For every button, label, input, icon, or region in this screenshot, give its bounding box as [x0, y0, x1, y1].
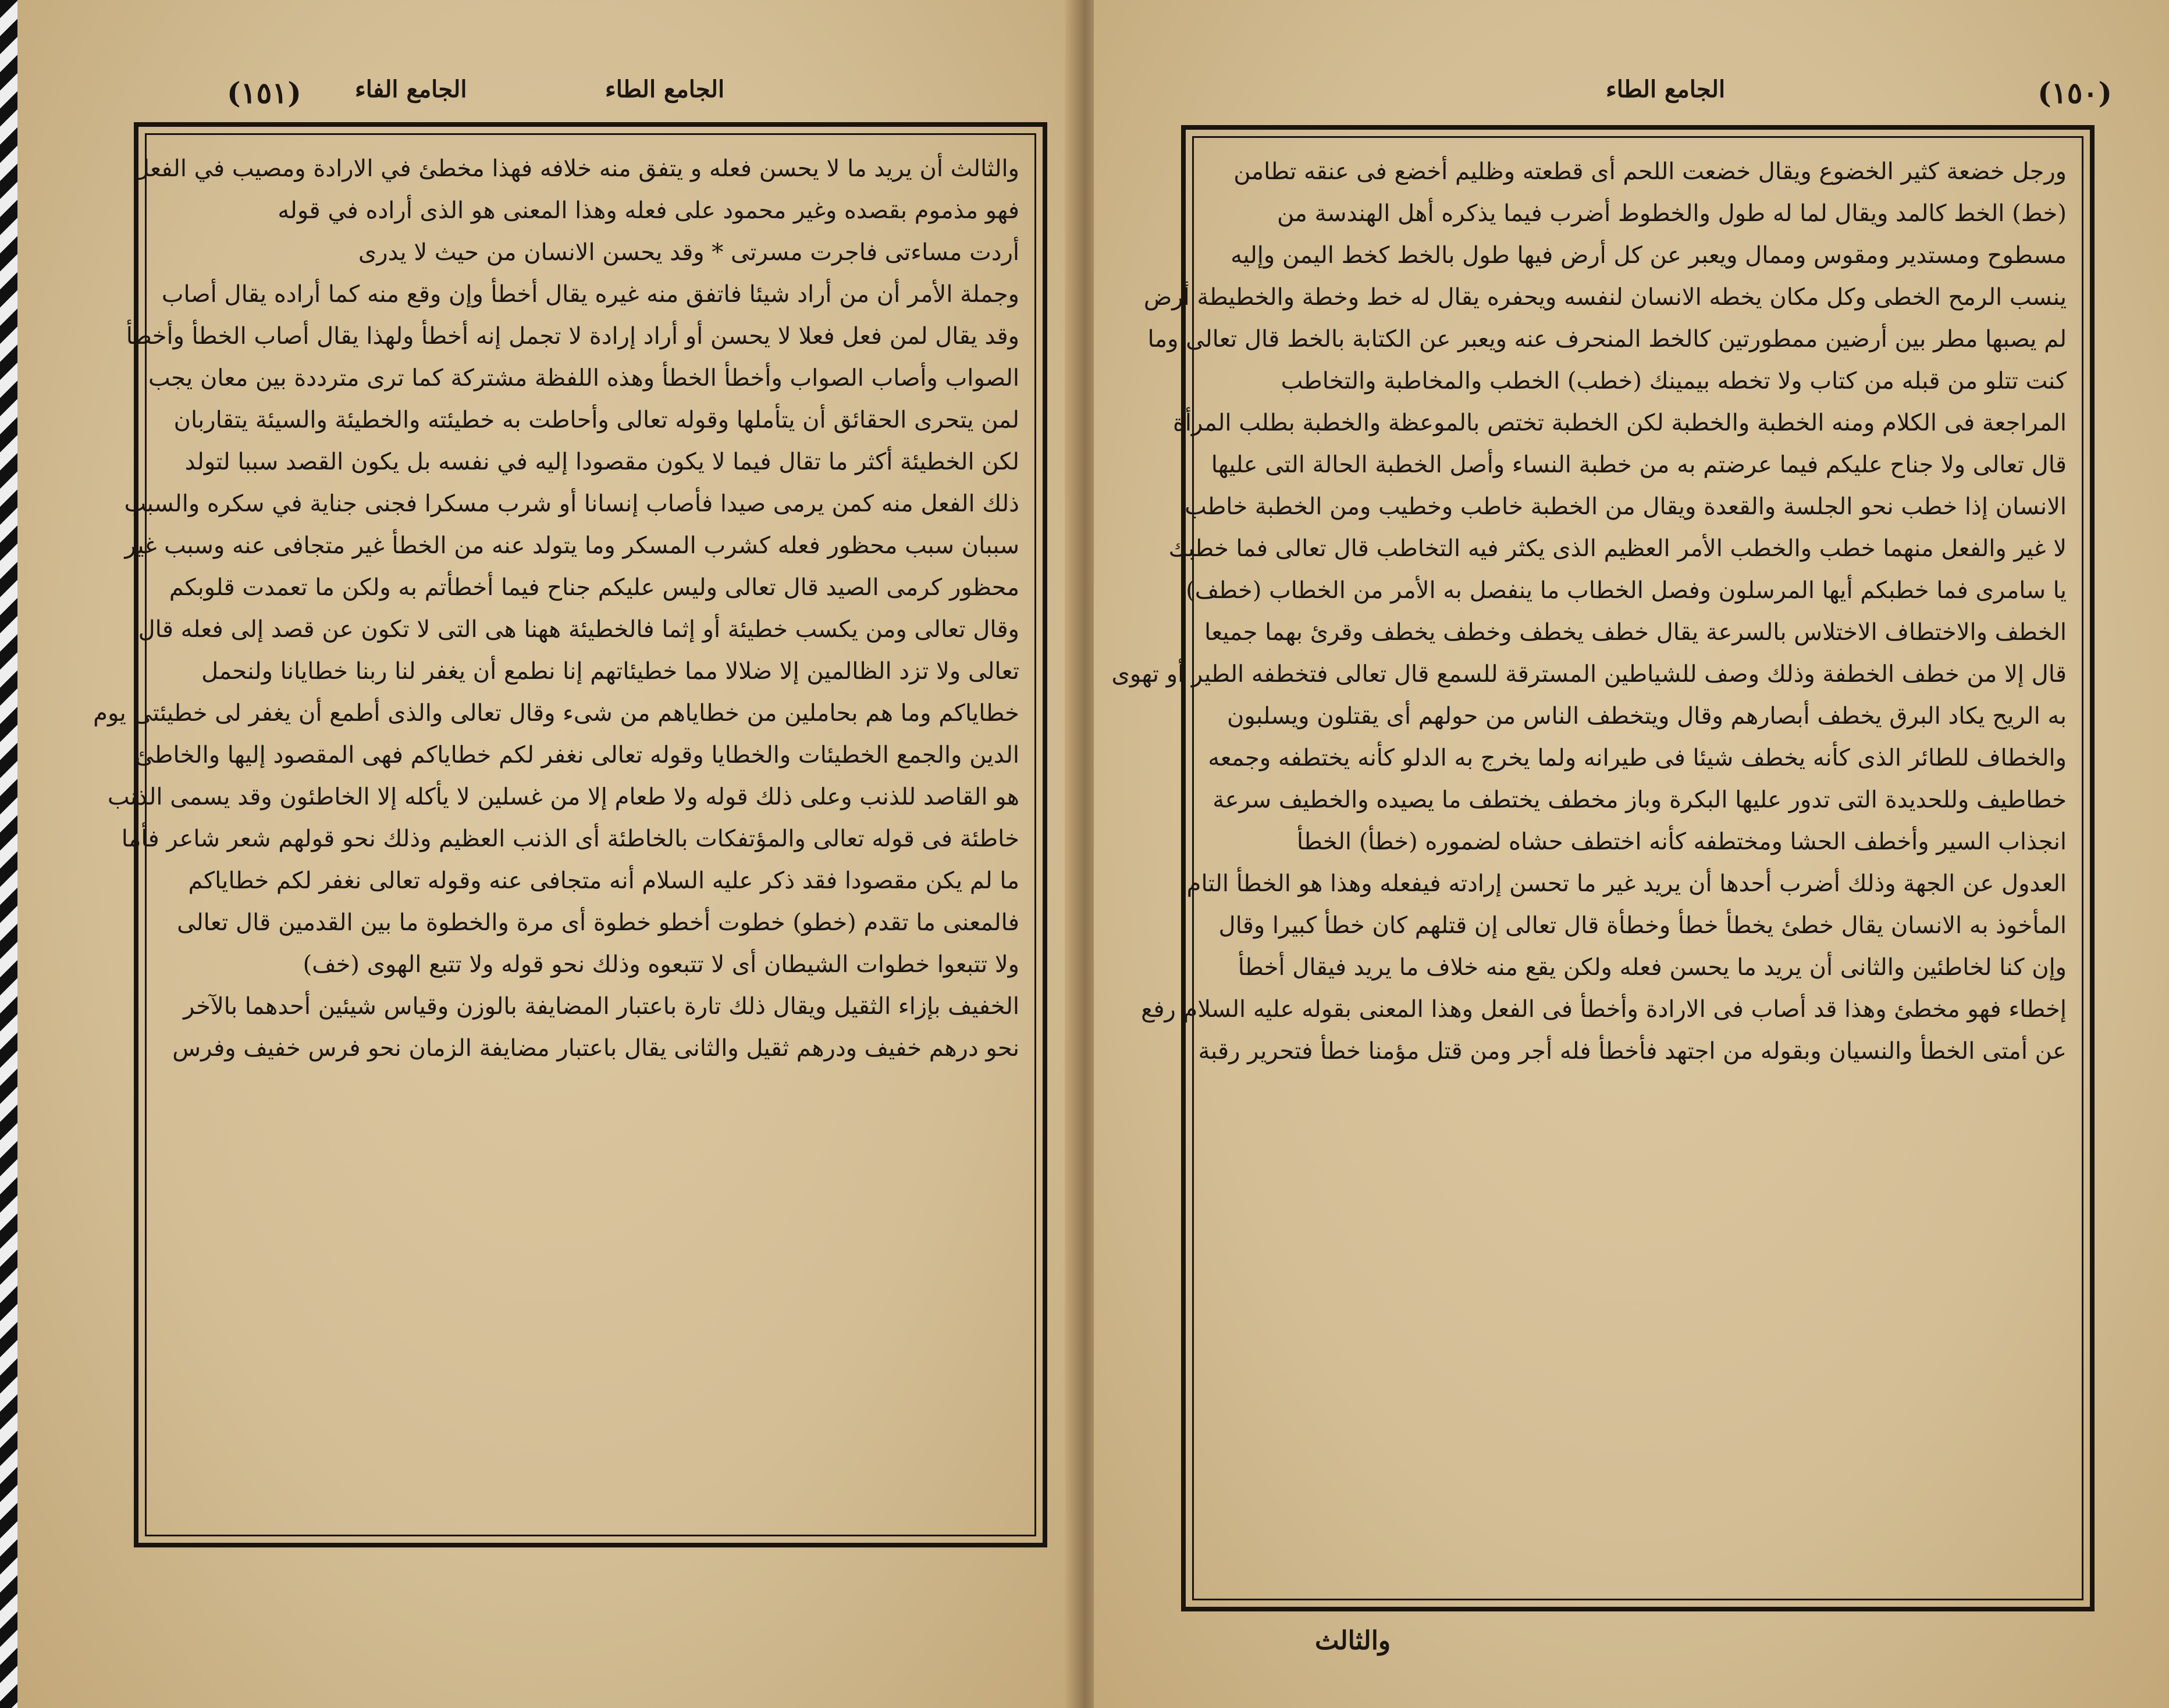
- text-line: فالمعنى ما تقدم (خطو) خطوت أخطو خطوة أى مرة والخطوة ما بين القدمين قال تعالى: [177, 909, 1019, 936]
- right-text-block: [1111, 151, 2067, 1589]
- left-text-block: [93, 148, 1019, 1525]
- text-line: لم يصبها مطر بين أرضين ممطورتين كالخط المنحرف عنه ويعبر عن الكتابة بالخط قال تعالى وما: [1147, 326, 2067, 353]
- left-page: [17, 0, 1076, 1708]
- text-line: والخطاف للطائر الذى كأنه يخطف شيئا فى طيرانه ولما يخرج به الدلو كأنه يختطفه وجمعه: [1208, 745, 2067, 771]
- text-line: الدين والجمع الخطيئات والخطايا وقوله تعالى نغفر لكم خطاياكم فهى المقصود إليها والخاطئ: [135, 742, 1019, 768]
- text-line: خاطئة فى قوله تعالى والمؤتفكات بالخاطئة أى الذنب العظيم وذلك نحو قولهم شعر شاعر فأما: [121, 825, 1019, 852]
- text-line: خطاياكم وما هم بحاملين من خطاياهم من شىء وقال تعالى والذى أطمع أن يغفر لى خطيئتى يوم: [93, 700, 1019, 727]
- right-running-head-main: الجامع الطاء: [1606, 76, 1726, 103]
- text-line: أردت مساءتى فاجرت مسرتى * وقد يحسن الانسان من حيث لا يدرى: [358, 239, 1019, 266]
- right-text-frame: [1111, 125, 2095, 1611]
- text-line: عن أمتى الخطأ والنسيان وبقوله من اجتهد فأخطأ فله أجر ومن قتل مؤمنا خطأ فتحرير رقبة: [1198, 1038, 2067, 1065]
- text-line: هو القاصد للذنب وعلى ذلك قوله ولا طعام إلا من غسلين لا يأكله إلا الخاطئون وقد يسمى الذنب: [107, 784, 1019, 810]
- text-line: قال إلا من خطف الخطفة وذلك وصف للشياطين المسترقة للسمع قال تعالى فتخطفه الطير أو تهوى: [1111, 661, 2067, 688]
- text-line: محظور كرمى الصيد قال تعالى وليس عليكم جناح فيما أخطأتم به ولكن ما تعمدت قلوبكم: [169, 574, 1019, 601]
- text-line: المأخوذ به الانسان يقال خطئ يخطأ خطأ وخطأة قال تعالى إن قتلهم كان خطأ كبيرا وقال: [1218, 912, 2067, 939]
- text-line: وقال تعالى ومن يكسب خطيئة أو إثما فالخطيئة ههنا هى التى لا تكون عن قصد إلى فعله قال: [138, 616, 1019, 643]
- text-line: المراجعة فى الكلام ومنه الخطبة والخطبة لكن الخطبة تختص بالموعظة والخطبة بطلب المرأة: [1172, 410, 2067, 436]
- text-line: تعالى ولا تزد الظالمين إلا ضلالا مما خطيئاتهم إنا نطمع أن يغفر لنا ربنا خطايانا ولنحمل: [201, 658, 1019, 685]
- text-line: وقد يقال لمن فعل فعلا لا يحسن أو أراد إرادة لا تجمل إنه أخطأ ولهذا يقال أصاب الخطأ وأخطأ: [126, 323, 1019, 350]
- text-line: إخطاء فهو مخطئ وهذا قد أصاب فى الارادة وأخطأ فى الفعل وهذا المعنى بقوله عليه السلام رفع: [1141, 996, 2067, 1023]
- text-line: ولا تتبعوا خطوات الشيطان أى لا تتبعوه وذلك نحو قوله ولا تتبع الهوى (خف): [303, 951, 1019, 978]
- text-line: ورجل خضعة كثير الخضوع ويقال خضعت اللحم أى قطعته وظليم أخضع فى عنقه تطامن: [1233, 158, 2067, 185]
- text-line: لا غير والفعل منهما خطب والخطب الأمر العظيم الذى يكثر فيه التخاطب قال تعالى فما خطبك: [1168, 535, 2067, 562]
- text-line: انجذاب السير وأخطف الحشا ومختطفه كأنه اختطف حشاه لضموره (خطأ) الخطأ: [1296, 828, 2067, 855]
- text-line: مسطوح ومستدير ومقوس وممال ويعبر عن كل أرض فيها طول بالخط كخط اليمن وإليه: [1231, 242, 2067, 269]
- open-book: [17, 0, 2169, 1708]
- catchword: والثالث: [1315, 1626, 1391, 1656]
- left-running-head-sub: الجامع الفاء: [355, 76, 467, 103]
- text-line: خطاطيف وللحديدة التى تدور عليها البكرة وباز مخطف يختطف ما يصيده والخطيف سرعة: [1212, 787, 2067, 813]
- text-line: به الريح يكاد البرق يخطف أبصارهم وقال ويتخطف الناس من حولهم أى يقتلون ويسلبون: [1227, 703, 2067, 730]
- text-line: الخطف والاختطاف الاختلاس بالسرعة يقال خطف يخطف وخطف يخطف وقرئ بهما جميعا: [1204, 619, 2067, 646]
- text-line: قال تعالى ولا جناح عليكم فيما عرضتم به من خطبة النساء وأصل الخطبة الحالة التى عليها: [1211, 451, 2067, 478]
- text-line: ينسب الرمح الخطى وكل مكان يخطه الانسان لنفسه ويحفره يقال له خط وخطة والخطيطة أرض: [1143, 284, 2067, 311]
- text-line: لمن يتحرى الحقائق أن يتأملها وقوله تعالى وأحاطت به خطيئته والخطيئة والسيئة يتقاربان: [173, 407, 1019, 433]
- left-running-head-main: الجامع الطاء: [605, 76, 725, 103]
- text-line: والثالث أن يريد ما لا يحسن فعله و يتفق منه خلافه فهذا مخطئ في الارادة ومصيب في الفعل: [132, 155, 1019, 182]
- right-page-number: (١٥٠): [2038, 76, 2112, 110]
- text-line: فهو مذموم بقصده وغير محمود على فعله وهذا المعنى هو الذى أراده في قوله: [278, 197, 1019, 224]
- text-line: الصواب وأصاب الصواب وأخطأ الخطأ وهذه اللفظة مشتركة كما ترى مترددة بين معان يجب: [148, 365, 1019, 392]
- text-line: العدول عن الجهة وذلك أضرب أحدها أن يريد غير ما تحسن إرادته فيفعله وهذا هو الخطأ التام: [1186, 870, 2067, 897]
- text-line: الخفيف بإزاء الثقيل ويقال ذلك تارة باعتبار المضايفة بالوزن وقياس شيئين أحدهما بالآخر: [183, 993, 1019, 1020]
- text-line: ذلك الفعل منه كمن يرمى صيدا فأصاب إنسانا أو شرب مسكرا فجنى جناية في سكره والسبب: [124, 490, 1019, 517]
- text-line: الانسان إذا خطب نحو الجلسة والقعدة ويقال من الخطبة خاطب وخطيب ومن الخطبة خاطب: [1185, 493, 2067, 520]
- right-page-header: [1199, 64, 2129, 122]
- right-page: [1094, 0, 2169, 1708]
- left-page-header: [209, 64, 1047, 122]
- text-line: ما لم يكن مقصودا فقد ذكر عليه السلام أنه متجافى عنه وقوله تعالى نغفر لكم خطاياكم: [188, 867, 1019, 894]
- text-line: لكن الخطيئة أكثر ما تقال فيما لا يكون مقصودا إليه في نفسه بل يكون القصد سببا لتولد: [184, 449, 1019, 475]
- left-page-number: (١٥١): [227, 76, 301, 110]
- left-text-frame: [93, 122, 1047, 1547]
- text-line: سببان سبب محظور فعله كشرب المسكر وما يتولد عنه من الخطأ غير متجافى عنه وسبب غير: [125, 532, 1019, 559]
- text-line: يا سامرى فما خطبكم أيها المرسلون وفصل الخطاب ما ينفصل به الأمر من الخطاب (خطف): [1186, 577, 2067, 604]
- text-line: (خط) الخط كالمد ويقال لما له طول والخطوط أضرب فيما يذكره أهل الهندسة من: [1276, 200, 2067, 227]
- text-line: كنت تتلو من قبله من كتاب ولا تخطه بيمينك (خطب) الخطب والمخاطبة والتخاطب: [1281, 368, 2067, 394]
- text-line: وإن كنا لخاطئين والثانى أن يريد ما يحسن فعله ولكن يقع منه خلاف ما يريد فيقال أخطأ: [1238, 954, 2067, 981]
- text-line: نحو درهم خفيف ودرهم ثقيل والثانى يقال باعتبار مضايفة الزمان نحو فرس خفيف وفرس: [172, 1035, 1019, 1062]
- text-line: وجملة الأمر أن من أراد شيئا فاتفق منه غيره يقال أخطأ وإن وقع منه كما أراده يقال أصاب: [161, 281, 1019, 308]
